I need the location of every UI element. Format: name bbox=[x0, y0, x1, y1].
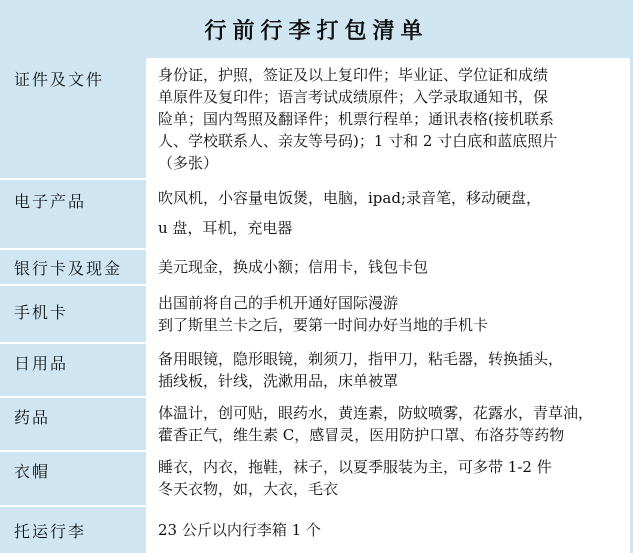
item-line: 冬天衣物，如，大衣，毛衣 bbox=[158, 480, 339, 498]
item-line: 险单；国内驾照及翻译件；机票行程单；通讯表格(接机联系 bbox=[158, 110, 554, 128]
item-line: 单原件及复印件；语言考试成绩原件；入学录取通知书，保 bbox=[158, 88, 549, 106]
table-row-daily-necessities bbox=[0, 344, 633, 398]
items-cell bbox=[148, 180, 633, 248]
item-line: 人、学校联系人、亲友等号码)；1 寸和 2 寸白底和蓝底照片 bbox=[158, 132, 558, 150]
item-line: 出国前将自己的手机开通好国际漫游 bbox=[158, 294, 399, 312]
title-bar bbox=[0, 0, 633, 60]
category-cell: 证件及文件 bbox=[0, 58, 148, 178]
table-row-cards-cash bbox=[0, 250, 633, 286]
item-line: 备用眼镜，隐形眼镜，剃须刀，指甲刀，粘毛器，转换插头， bbox=[158, 350, 564, 368]
page-title: 行前行李打包清单 bbox=[204, 17, 429, 44]
table-row-checked-luggage bbox=[0, 507, 633, 553]
item-line: 睡衣，内衣，拖鞋，袜子，以夏季服装为主，可多带 1-2 件 bbox=[158, 458, 552, 476]
item-line: 到了斯里兰卡之后，要第一时间办好当地的手机卡 bbox=[158, 316, 489, 334]
table-row-medicine bbox=[0, 398, 633, 452]
table-row-sim-card bbox=[0, 286, 633, 344]
table-row-documents bbox=[0, 58, 633, 180]
category-cell: 托运行李 bbox=[0, 507, 148, 553]
items-cell bbox=[148, 507, 633, 553]
items-cell bbox=[148, 58, 633, 178]
category-cell: 电子产品 bbox=[0, 180, 148, 248]
item-line: （多张） bbox=[158, 154, 219, 172]
category-cell: 银行卡及现金 bbox=[0, 250, 148, 284]
items-cell bbox=[148, 344, 633, 396]
table-row-clothing bbox=[0, 452, 633, 507]
table-row-electronics bbox=[0, 180, 633, 250]
items-cell bbox=[148, 250, 633, 284]
item-line: u 盘，耳机，充电器 bbox=[158, 219, 293, 237]
items-cell bbox=[148, 398, 633, 450]
item-line: 插线板，针线，洗漱用品，床单被罩 bbox=[158, 372, 399, 390]
item-line: 身份证，护照，签证及以上复印件；毕业证、学位证和成绩 bbox=[158, 66, 549, 84]
category-cell: 药品 bbox=[0, 398, 148, 450]
items-cell bbox=[148, 452, 633, 505]
item-line: 藿香正气，维生素 C，感冒灵，医用防护口罩、布洛芬等药物 bbox=[158, 426, 565, 444]
item-line: 吹风机，小容量电饭煲，电脑，ipad;录音笔，移动硬盘， bbox=[158, 189, 542, 207]
items-cell bbox=[148, 286, 633, 342]
item-line: 美元现金，换成小额；信用卡，钱包卡包 bbox=[158, 258, 429, 276]
category-cell: 手机卡 bbox=[0, 286, 148, 342]
item-line: 23 公斤以内行李箱 1 个 bbox=[158, 521, 321, 539]
category-cell: 衣帽 bbox=[0, 452, 148, 505]
category-cell: 日用品 bbox=[0, 344, 148, 396]
item-line: 体温计，创可贴，眼药水，黄连素，防蚊喷雾，花露水，青草油， bbox=[158, 404, 594, 422]
